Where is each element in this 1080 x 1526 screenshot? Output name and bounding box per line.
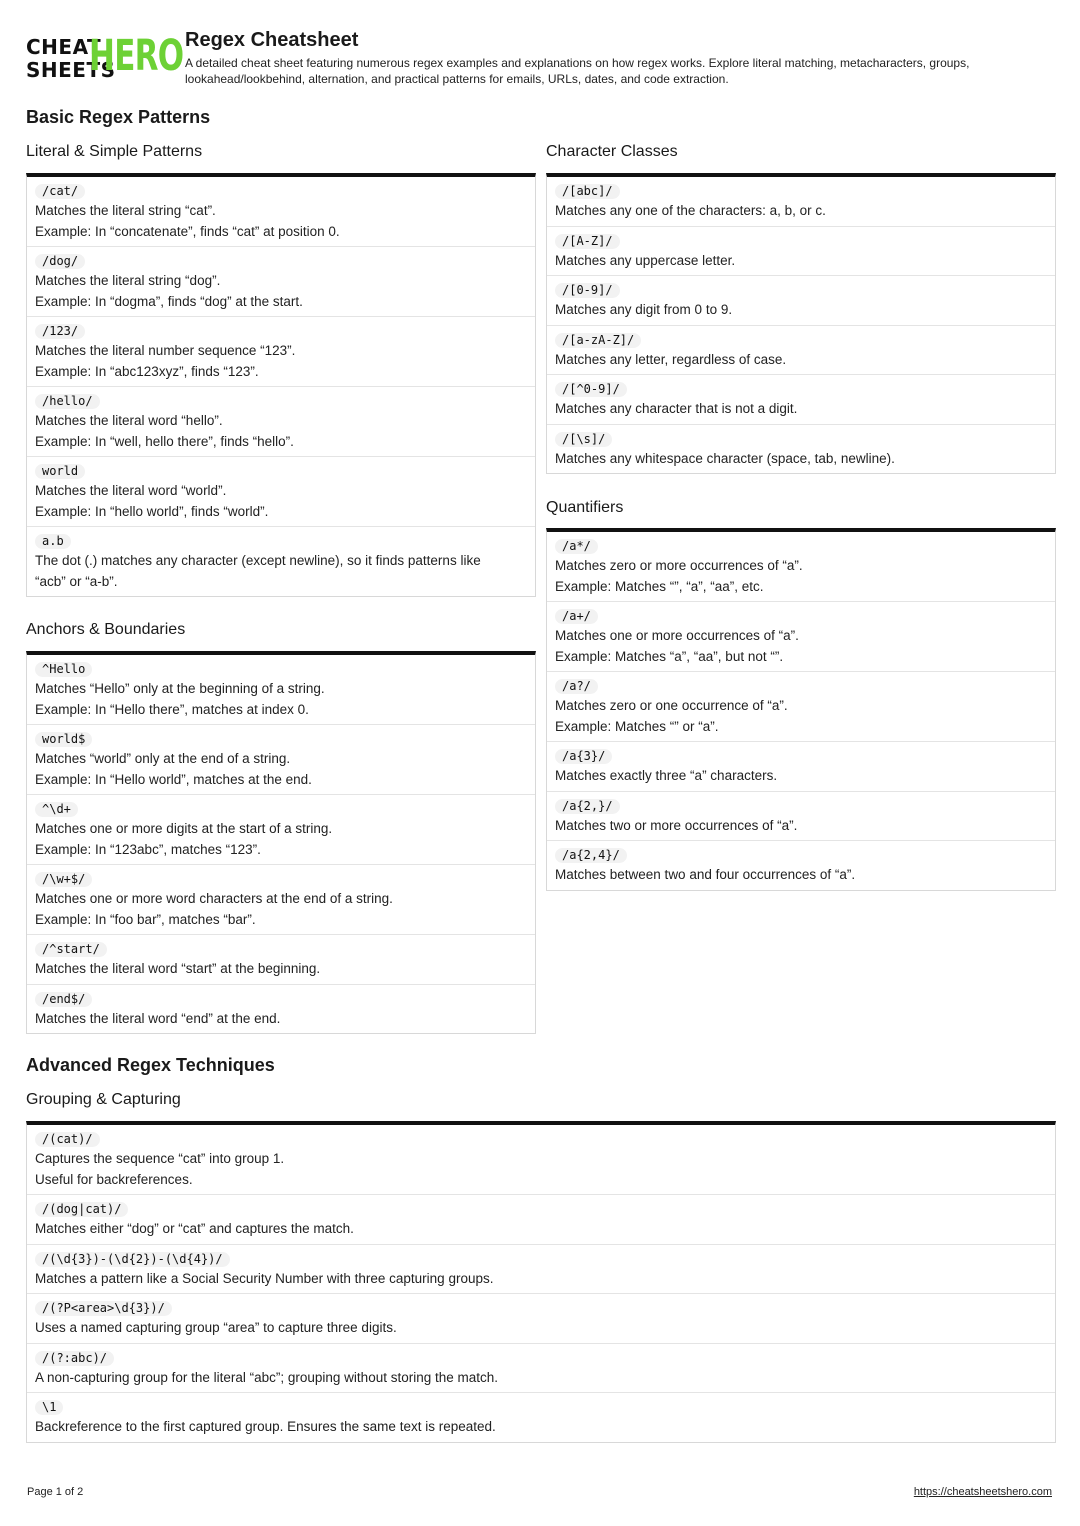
cheatsheets-hero-logo[interactable] bbox=[26, 31, 184, 82]
pattern-entry bbox=[547, 425, 1055, 474]
pattern-example: Example: In “123abc”, matches “123”. bbox=[35, 841, 261, 857]
pattern-example: Example: In “abc123xyz”, finds “123”. bbox=[35, 363, 259, 379]
pattern-description: Captures the sequence “cat” into group 1. bbox=[35, 1151, 285, 1166]
pattern-entry bbox=[27, 795, 535, 865]
logo-hero-text: HERO bbox=[89, 31, 184, 81]
pattern-description: Matches “Hello” only at the beginning of a string. bbox=[35, 681, 325, 696]
pattern-example: Useful for backreferences. bbox=[35, 1171, 193, 1187]
code-snippet[interactable]: /a{2,4}/ bbox=[555, 848, 627, 863]
logo-line-2: SHEETS bbox=[26, 58, 116, 82]
site-link[interactable]: https://cheatsheetshero.com bbox=[913, 1486, 1052, 1498]
pattern-description: Matches any letter, regardless of case. bbox=[555, 351, 787, 367]
pattern-description: Backreference to the first captured group. Ensures the same text is repeated. bbox=[35, 1419, 496, 1434]
code-snippet[interactable]: /(cat)/ bbox=[35, 1132, 100, 1147]
section-title-basic: Basic Regex Patterns bbox=[26, 107, 211, 127]
code-snippet[interactable]: /(?:abc)/ bbox=[35, 1351, 114, 1366]
pattern-entry bbox=[547, 532, 1055, 602]
pattern-entry bbox=[27, 1195, 1055, 1245]
pattern-entry bbox=[27, 1125, 1055, 1195]
card-literal bbox=[26, 173, 536, 597]
pattern-entry bbox=[547, 792, 1055, 842]
pattern-entry bbox=[27, 865, 535, 935]
pattern-entry bbox=[27, 317, 535, 387]
pattern-entry bbox=[547, 602, 1055, 672]
section-title-advanced: Advanced Regex Techniques bbox=[26, 1055, 275, 1075]
pattern-example: Example: Matches “”, “a”, “aa”, etc. bbox=[555, 578, 764, 594]
pattern-description: Matches the literal word “start” at the beginning. bbox=[35, 961, 321, 976]
pattern-description: A non-capturing group for the literal “abc”; grouping without storing the match. bbox=[35, 1369, 499, 1385]
code-snippet[interactable]: /[0-9]/ bbox=[555, 283, 620, 298]
pattern-description: Matches either “dog” or “cat” and captures the match. bbox=[35, 1221, 354, 1236]
pattern-entry bbox=[27, 457, 535, 527]
page-title: Regex Cheatsheet bbox=[185, 29, 359, 51]
pattern-entry bbox=[27, 1245, 1055, 1295]
pattern-example: Example: In “Hello there”, matches at index 0. bbox=[35, 701, 309, 717]
code-snippet[interactable]: ^Hello bbox=[35, 662, 92, 677]
code-snippet[interactable]: /a{2,}/ bbox=[555, 799, 620, 814]
pattern-entry bbox=[547, 326, 1055, 376]
pattern-description: Uses a named capturing group “area” to capture three digits. bbox=[35, 1320, 397, 1335]
code-snippet[interactable]: world$ bbox=[35, 732, 92, 747]
pattern-description: Matches any whitespace character (space, tab, newline). bbox=[555, 450, 895, 466]
pattern-entry bbox=[547, 227, 1055, 277]
pattern-example: Example: Matches “” or “a”. bbox=[555, 718, 719, 734]
pattern-entry bbox=[27, 935, 535, 985]
code-snippet[interactable]: /cat/ bbox=[35, 184, 85, 199]
code-snippet[interactable]: ^\d+ bbox=[35, 802, 78, 817]
pattern-description: Matches one or more occurrences of “a”. bbox=[555, 628, 799, 643]
code-snippet[interactable]: /(dog|cat)/ bbox=[35, 1202, 128, 1217]
code-snippet[interactable]: /a?/ bbox=[555, 679, 598, 694]
pattern-entry bbox=[27, 177, 535, 247]
code-snippet[interactable]: /123/ bbox=[35, 324, 85, 339]
pattern-description: Matches zero or more occurrences of “a”. bbox=[555, 558, 803, 573]
pattern-example: Example: In “concatenate”, finds “cat” at position 0. bbox=[35, 223, 340, 239]
code-snippet[interactable]: /(\d{3})-(\d{2})-(\d{4})/ bbox=[35, 1252, 230, 1267]
logo-line-1: CHEAT bbox=[26, 35, 102, 59]
code-snippet[interactable]: /a+/ bbox=[555, 609, 598, 624]
code-snippet[interactable]: world bbox=[35, 464, 85, 479]
subsection-title-literal: Literal & Simple Patterns bbox=[26, 143, 203, 160]
pattern-description: Matches zero or one occurrence of “a”. bbox=[555, 698, 788, 713]
pattern-description: Matches a pattern like a Social Security Number with three capturing groups. bbox=[35, 1270, 494, 1286]
pattern-description: Matches any digit from 0 to 9. bbox=[555, 302, 733, 317]
code-snippet[interactable]: /\w+$/ bbox=[35, 872, 92, 887]
code-snippet[interactable]: /[a-zA-Z]/ bbox=[555, 333, 641, 348]
subsection-title-quantifiers: Quantifiers bbox=[546, 499, 624, 516]
pattern-entry bbox=[27, 387, 535, 457]
pattern-description: Matches the literal word “world”. bbox=[35, 483, 227, 498]
subsection-title-classes: Character Classes bbox=[546, 143, 678, 160]
pattern-description: Matches exactly three “a” characters. bbox=[555, 768, 778, 783]
pattern-entry bbox=[27, 985, 535, 1034]
code-snippet[interactable]: /[^0-9]/ bbox=[555, 382, 627, 397]
page-number: Page 1 of 2 bbox=[27, 1486, 84, 1498]
page-description: A detailed cheat sheet featuring numerous regex examples and explanations on how regex works. Explore literal matching, metacharacters, groups, lookahead/lookbehind, alternation, and practical patterns for emails, URLs, dates, and code extraction. bbox=[185, 56, 970, 86]
pattern-description: Matches the literal string “dog”. bbox=[35, 273, 221, 288]
pattern-description: Matches the literal string “cat”. bbox=[35, 203, 216, 218]
pattern-entry bbox=[27, 1294, 1055, 1344]
pattern-example: Example: In “hello world”, finds “world”. bbox=[35, 503, 269, 519]
code-snippet[interactable]: /^start/ bbox=[35, 942, 107, 957]
code-snippet[interactable]: /[abc]/ bbox=[555, 184, 620, 199]
card-classes bbox=[546, 173, 1056, 474]
pattern-entry bbox=[27, 655, 535, 725]
pattern-entry bbox=[27, 1344, 1055, 1394]
code-snippet[interactable]: /[\s]/ bbox=[555, 432, 612, 447]
pattern-description: Matches two or more occurrences of “a”. bbox=[555, 817, 798, 833]
pattern-description: Matches “world” only at the end of a string. bbox=[35, 751, 291, 766]
pattern-example: Example: In “foo bar”, matches “bar”. bbox=[35, 911, 256, 927]
pattern-description: Matches the literal number sequence “123”. bbox=[35, 343, 296, 358]
pattern-entry bbox=[547, 841, 1055, 890]
card-quantifiers bbox=[546, 528, 1056, 891]
card-anchors bbox=[26, 651, 536, 1034]
pattern-description: Matches any uppercase letter. bbox=[555, 252, 736, 268]
pattern-entry bbox=[27, 247, 535, 317]
code-snippet[interactable]: /(?P<area>\d{3})/ bbox=[35, 1301, 172, 1316]
pattern-example: Example: In “Hello world”, matches at the end. bbox=[35, 771, 312, 787]
pattern-description: Matches the literal word “end” at the end. bbox=[35, 1010, 281, 1026]
pattern-description: Matches between two and four occurrences of “a”. bbox=[555, 867, 856, 882]
code-snippet[interactable]: /a{3}/ bbox=[555, 749, 612, 764]
pattern-entry bbox=[27, 1393, 1055, 1442]
page-header bbox=[26, 26, 1056, 96]
pattern-description: The dot (.) matches any character (except newline), so it finds patterns like bbox=[35, 553, 481, 568]
pattern-entry bbox=[547, 276, 1055, 326]
subsection-title-anchors: Anchors & Boundaries bbox=[26, 621, 186, 638]
subsection-title-grouping: Grouping & Capturing bbox=[26, 1091, 181, 1108]
pattern-entry bbox=[547, 742, 1055, 792]
code-snippet[interactable]: /end$/ bbox=[35, 992, 92, 1007]
pattern-entry bbox=[27, 527, 535, 596]
pattern-entry bbox=[547, 177, 1055, 227]
code-snippet[interactable]: /hello/ bbox=[35, 394, 100, 409]
pattern-example: Example: Matches “a”, “aa”, but not “”. bbox=[555, 648, 784, 664]
pattern-description: Matches one or more word characters at the end of a string. bbox=[35, 891, 393, 906]
card-grouping bbox=[26, 1121, 1056, 1443]
code-snippet[interactable]: \1 bbox=[35, 1400, 63, 1415]
code-snippet[interactable]: /[A-Z]/ bbox=[555, 234, 620, 249]
pattern-description: Matches the literal word “hello”. bbox=[35, 413, 223, 428]
pattern-example: Example: In “dogma”, finds “dog” at the start. bbox=[35, 293, 303, 309]
code-snippet[interactable]: a.b bbox=[35, 534, 71, 549]
pattern-example: “acb” or “a-b”. bbox=[35, 573, 118, 589]
pattern-description: Matches any one of the characters: a, b, or c. bbox=[555, 203, 826, 218]
pattern-example: Example: In “well, hello there”, finds “hello”. bbox=[35, 433, 294, 449]
pattern-entry bbox=[547, 672, 1055, 742]
code-snippet[interactable]: /a*/ bbox=[555, 539, 598, 554]
code-snippet[interactable]: /dog/ bbox=[35, 254, 85, 269]
pattern-description: Matches one or more digits at the start of a string. bbox=[35, 821, 333, 836]
pattern-entry bbox=[27, 725, 535, 795]
pattern-description: Matches any character that is not a digit. bbox=[555, 401, 798, 416]
pattern-entry bbox=[547, 375, 1055, 425]
